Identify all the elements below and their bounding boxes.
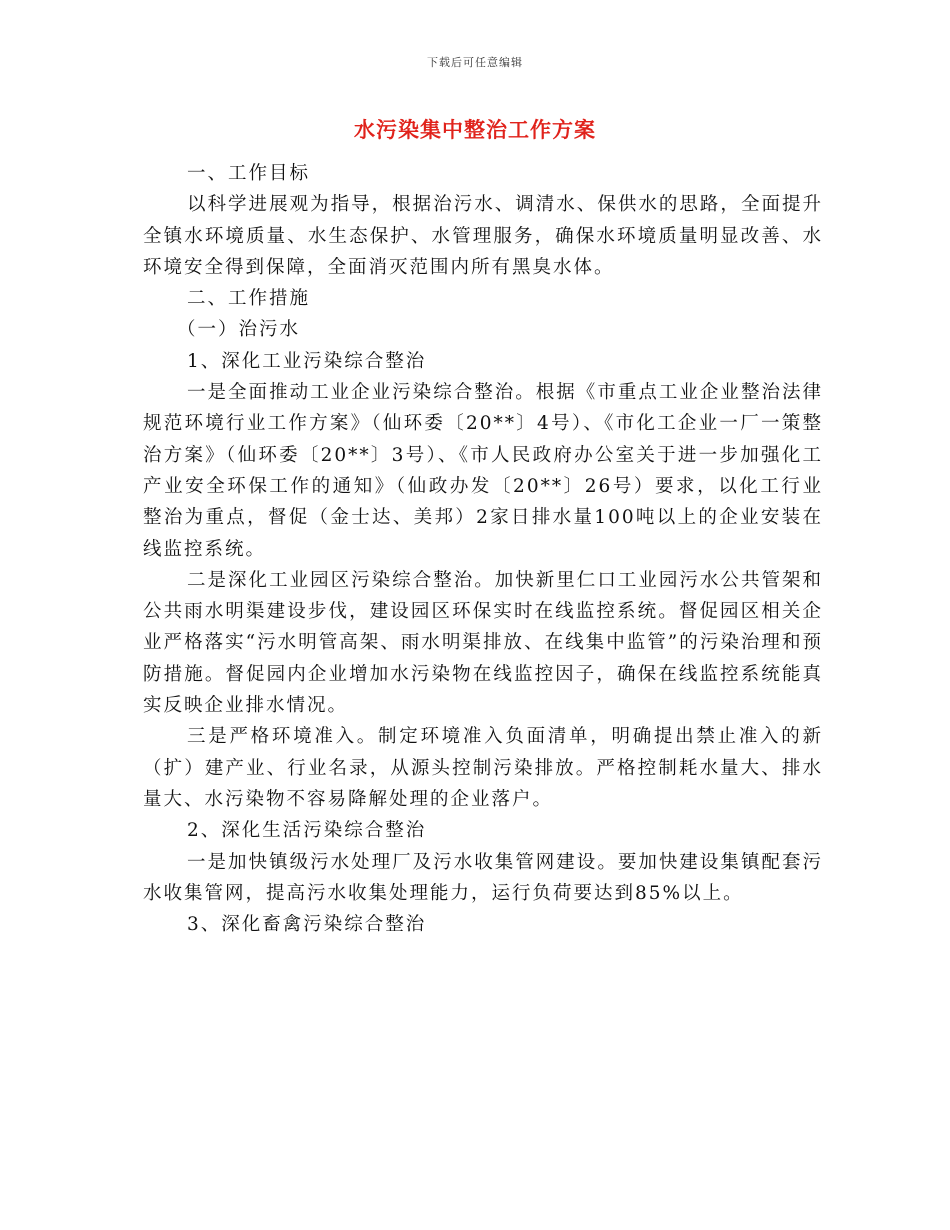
section-heading-measures: 二、工作措施 <box>187 288 311 310</box>
page-header-note: 下载后可任意编辑 <box>427 56 523 69</box>
section-heading-goals: 一、工作目标 <box>187 163 311 184</box>
paragraph-environmental-access: 三是严格环境准入。制定环境准入负面清单，明确提出禁止准入的新（扩）建产业、行业名录，从源头控制污染排放。严格控制耗水量大、排水量大、水污染物不容易降解处理的企业落户。 <box>143 726 823 810</box>
paragraph-industrial-parks: 二是深化工业园区污染综合整治。加快新里仁口工业园污水公共管架和公共雨水明渠建设步伐，建设园区环保实时在线监控系统。督促园区相关企业严格落实“污水明管高架、雨水明渠排放、在线集中监管”的污染治理和预防措施。督促园内企业增加水污染物在线监控因子，确保在线监控系统能真实反映企业排水情况。 <box>143 569 823 717</box>
document-body <box>143 158 823 940</box>
subsection-heading-sewage: （一）治污水 <box>177 319 301 341</box>
item-heading-livestock: 3、深化畜禽污染综合整治 <box>187 914 427 936</box>
paragraph-sewage-plant: 一是加快镇级污水处理厂及污水收集管网建设。要加快建设集镇配套污水收集管网，提高污水收集处理能力，运行负荷要达到85%以上。 <box>143 851 823 904</box>
paragraph-goals: 以科学进展观为指导，根据治污水、调清水、保供水的思路，全面提升全镇水环境质量、水生态保护、水管理服务，确保水环境质量明显改善、水环境安全得到保障，全面消灭范围内所有黑臭水体。 <box>143 194 823 278</box>
paragraph-industrial-enterprises: 一是全面推动工业企业污染综合整治。根据《市重点工业企业整治法律规范环境行业工作方案》（仙环委〔20**〕4号）、《市化工企业一厂一策整治方案》（仙环委〔20**〕3号）、《市人民政府办公室关于进一步加强化工产业安全环保工作的通知》（仙政办发〔20**〕26号）要求，以化工行业整治为重点，督促（金士达、美邦）2家日排水量100吨以上的企业安装在线监控系统。 <box>143 382 823 560</box>
item-heading-industrial: 1、深化工业污染综合整治 <box>187 350 427 372</box>
document-title: 水污染集中整治工作方案 <box>354 117 596 142</box>
item-heading-domestic: 2、深化生活污染综合整治 <box>187 820 427 842</box>
